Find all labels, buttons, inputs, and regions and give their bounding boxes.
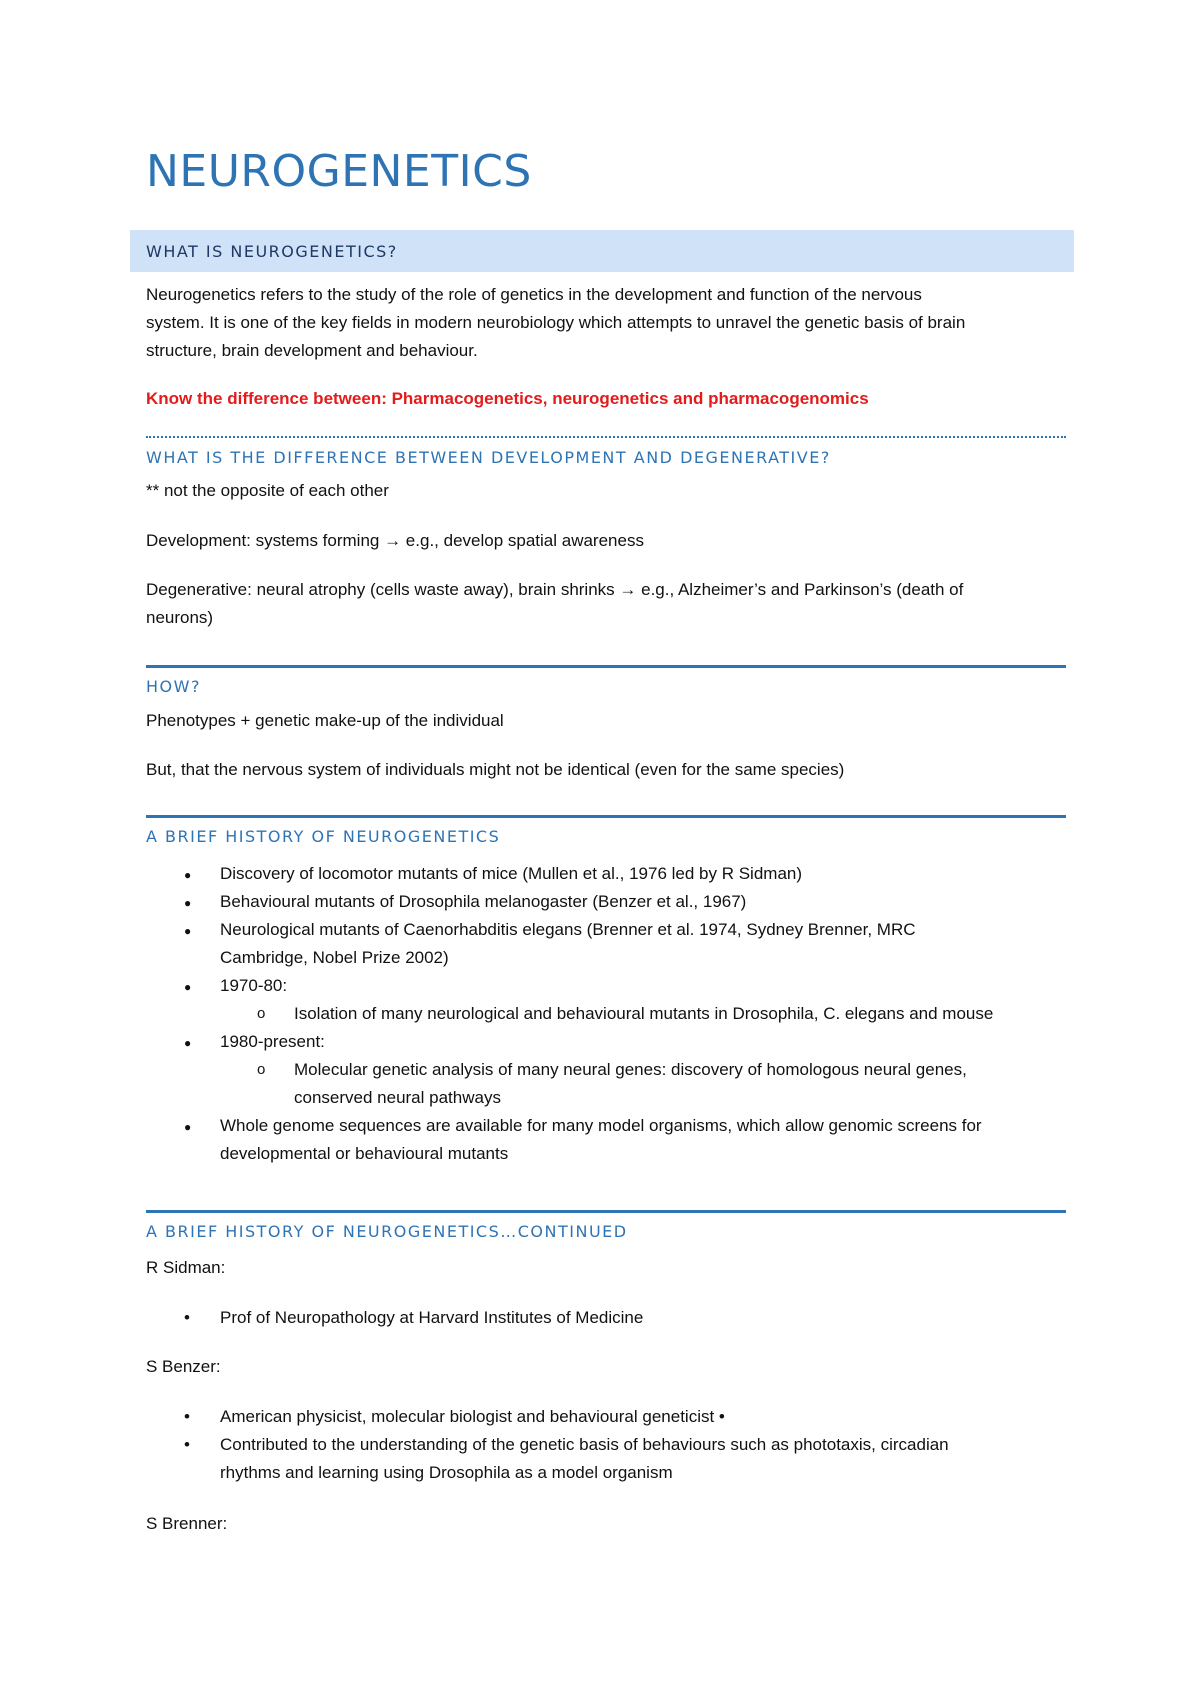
list-item-text: Cambridge, Nobel Prize 2002) (220, 948, 449, 967)
list-item (146, 860, 1076, 888)
solid-divider (146, 815, 1066, 818)
list-item (146, 916, 1076, 972)
phenotypes-line: Phenotypes + genetic make-up of the individual (146, 711, 504, 730)
dotted-divider (146, 436, 1066, 438)
sub-bullet-icon: o (257, 1005, 266, 1022)
list-item (146, 1431, 1076, 1487)
bullet-icon (184, 1028, 191, 1057)
difference-note: Know the difference between: Pharmacogenetics, neurogenetics and pharmacogenomics (146, 389, 869, 408)
sidman-label: R Sidman: (146, 1258, 226, 1277)
list-item-text: 1980-present: (220, 1032, 325, 1051)
development-line: Development: systems forming → e.g., develop spatial awareness (146, 531, 644, 550)
list-item-text: Contributed to the understanding of the genetic basis of behaviours such as phototaxis, circadian (220, 1435, 949, 1454)
paragraph-line: system. It is one of the key fields in modern neurobiology which attempts to unravel the genetic basis of brain (146, 313, 966, 332)
section-heading-text: WHAT IS THE DIFFERENCE BETWEEN DEVELOPMENT AND DEGENERATIVE? (146, 448, 831, 467)
list-item-text: Prof of Neuropathology at Harvard Institutes of Medicine (220, 1308, 644, 1327)
list-item-text: Molecular genetic analysis of many neural genes: discovery of homologous neural genes, (294, 1060, 967, 1079)
list-item (146, 1304, 1076, 1332)
bullet-icon (184, 1304, 190, 1332)
section-heading-history-continued (146, 1218, 1066, 1240)
paragraph-line: Degenerative: neural atrophy (cells waste away), brain shrinks → e.g., Alzheimer’s and Parkinson’s (death of (146, 580, 964, 599)
brenner-label: S Brenner: (146, 1514, 228, 1533)
section-heading-text: HOW? (146, 677, 201, 696)
bullet-icon (184, 1403, 190, 1431)
bullet-icon (184, 860, 191, 889)
section-heading-text: WHAT IS NEUROGENETICS? (146, 241, 398, 261)
list-item-text: 1970-80: (220, 976, 288, 995)
paragraph-line: neurons) (146, 608, 214, 627)
sidman-bullet-list (146, 1304, 1076, 1332)
paragraph-line: Neurogenetics refers to the study of the role of genetics in the development and function of the nervous (146, 285, 922, 304)
sub-bullet-icon: o (257, 1061, 266, 1078)
history-bullet-list (146, 860, 1076, 1168)
list-item (146, 888, 1076, 916)
list-item-text: rhythms and learning using Drosophila as a model organism (220, 1463, 673, 1482)
list-item-text: conserved neural pathways (294, 1088, 501, 1107)
list-item (146, 1112, 1076, 1168)
bullet-icon (184, 1112, 191, 1141)
section-heading-history (146, 823, 1066, 845)
section-heading-text: A BRIEF HISTORY OF NEUROGENETICS…CONTINUED (146, 1222, 628, 1241)
list-item-text: Behavioural mutants of Drosophila melanogaster (Benzer et al., 1967) (220, 892, 747, 911)
section-heading-what-is (130, 230, 1074, 272)
intro-paragraph (146, 281, 1076, 365)
bullet-icon (184, 972, 191, 1001)
list-item-text: Whole genome sequences are available for many model organisms, which allow genomic screens for (220, 1116, 982, 1135)
list-item (146, 1056, 1076, 1112)
list-item-text: developmental or behavioural mutants (220, 1144, 509, 1163)
degenerative-paragraph (146, 576, 1076, 632)
benzer-bullet-list (146, 1403, 1076, 1487)
benzer-label: S Benzer: (146, 1357, 221, 1376)
section-heading-difference (146, 444, 1066, 466)
bullet-icon (184, 888, 191, 917)
nervous-system-line: But, that the nervous system of individuals might not be identical (even for the same species) (146, 760, 845, 779)
solid-divider (146, 1210, 1066, 1213)
list-item (146, 1000, 1076, 1028)
list-item (146, 972, 1076, 1000)
list-item-text: Neurological mutants of Caenorhabditis elegans (Brenner et al. 1974, Sydney Brenner, MRC (220, 920, 916, 939)
list-item-text: Discovery of locomotor mutants of mice (Mullen et al., 1976 led by R Sidman) (220, 864, 803, 883)
section-heading-how (146, 673, 1066, 695)
section-heading-text: A BRIEF HISTORY OF NEUROGENETICS (146, 827, 501, 846)
page-title: NEUROGENETICS (146, 146, 532, 197)
solid-divider (146, 665, 1066, 668)
list-item (146, 1403, 1076, 1431)
bullet-icon (184, 1431, 190, 1459)
list-item-text: Isolation of many neurological and behavioural mutants in Drosophila, C. elegans and mouse (294, 1004, 994, 1023)
paragraph-line: structure, brain development and behaviour. (146, 341, 478, 360)
list-item-text: American physicist, molecular biologist and behavioural geneticist • (220, 1407, 725, 1426)
not-opposite-line: ** not the opposite of each other (146, 481, 389, 500)
bullet-icon (184, 916, 191, 945)
list-item (146, 1028, 1076, 1056)
